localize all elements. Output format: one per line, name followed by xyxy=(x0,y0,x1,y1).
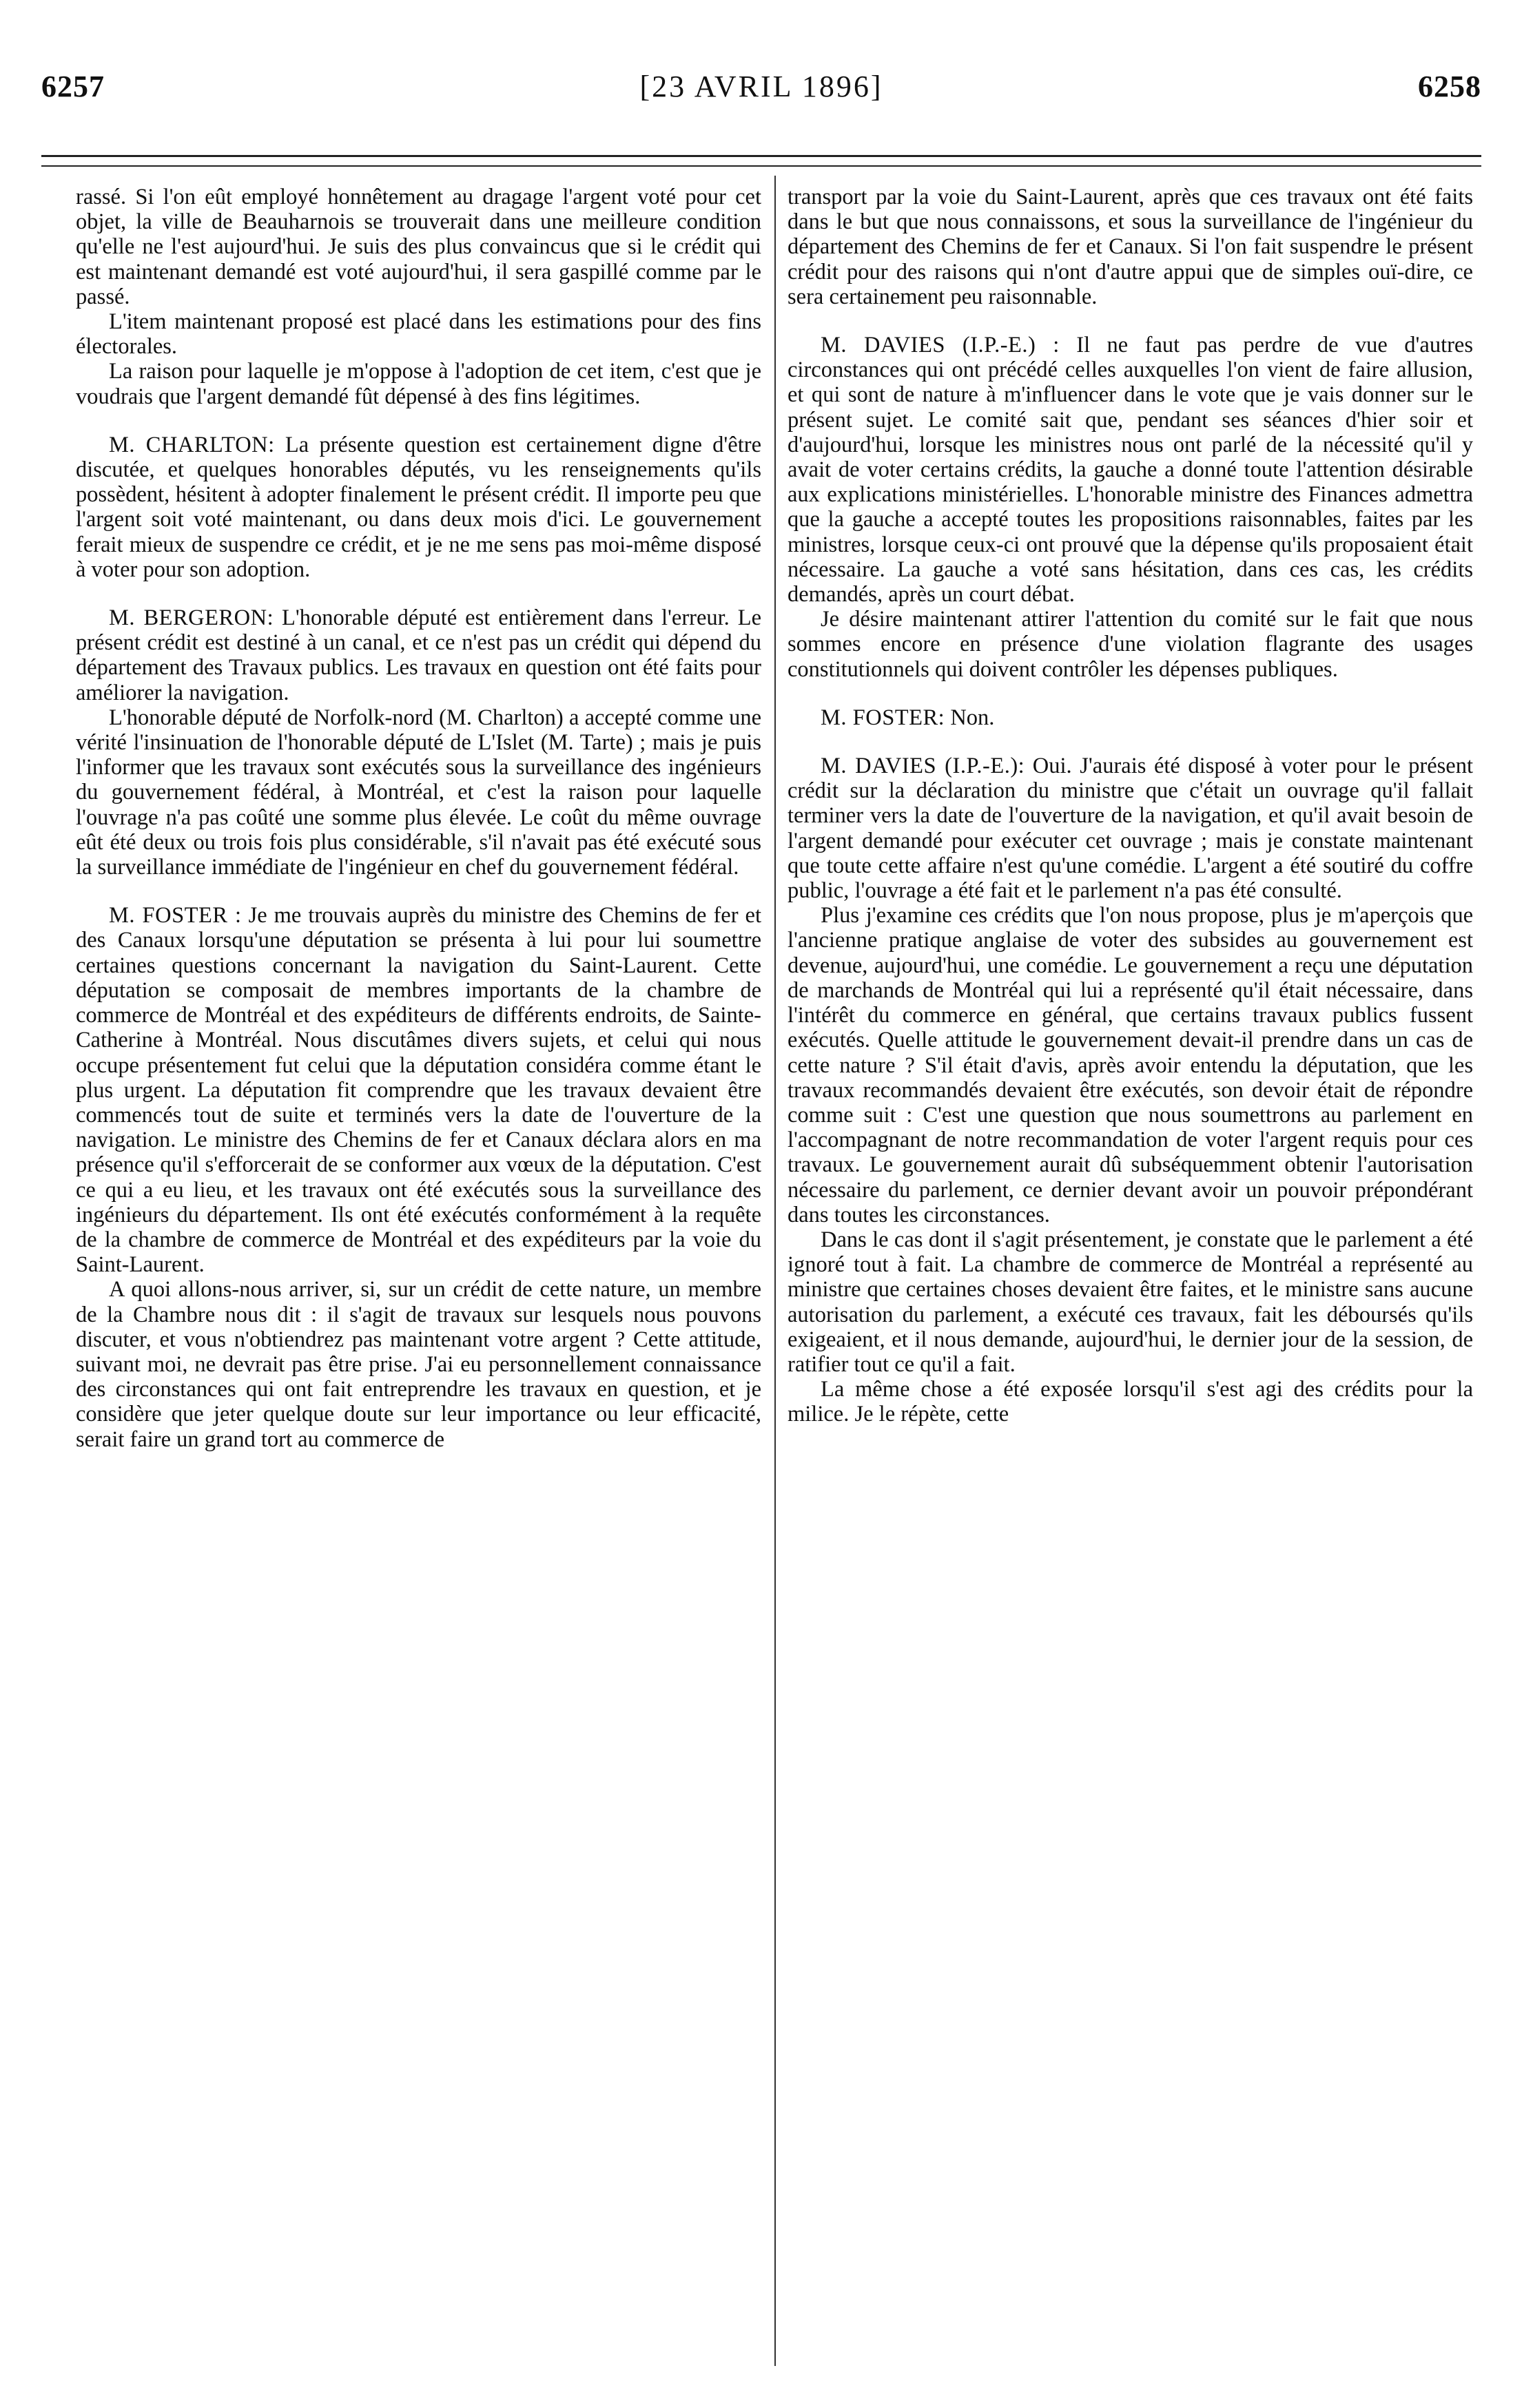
paragraph: transport par la voie du Saint-Laurent, après que ces travaux ont été faits dans le but que nous connaissons, et sous la surveillance de l'ingénieur du département des Chemins de fer et Canaux. Si l'on fait suspendre le présent crédit pour des raisons qui n'ont d'autre appui que de simples ouï-dire, ce sera certainement peu raisonnable. xyxy=(788,185,1473,309)
page-number-right: 6258 xyxy=(1418,70,1481,103)
speaker-name: M. FOSTER: xyxy=(821,705,945,730)
header-date: [23 AVRIL 1896] xyxy=(639,70,883,103)
speech-paragraph xyxy=(76,903,761,1277)
speaker-name: M. CHARLTON: xyxy=(109,432,275,457)
speech-paragraph xyxy=(76,605,761,705)
speech-text: Non. xyxy=(950,705,995,730)
paragraph: L'honorable député de Norfolk-nord (M. Charlton) a accepté comme une vérité l'insinuation de l'honorable député de L'Islet (M. Tarte) ; mais je puis l'informer que les travaux sont exécutés sous la surveillance des ingénieurs du gouvernement fédéral, à Montréal, et c'est la raison pour laquelle l'ouvrage n'a pas coûté une somme plus élevée. Le coût du même ouvrage eût été deux ou trois fois plus considérable, s'il n'avait pas été exécuté sous la surveillance immédiate de l'ingénieur en chef du gouvernement fédéral. xyxy=(76,705,761,880)
page-number-left: 6257 xyxy=(41,70,105,103)
paragraph: La même chose a été exposée lorsqu'il s'est agi des crédits pour la milice. Je le répète, cette xyxy=(788,1377,1473,1427)
speech-text: Il ne faut pas perdre de vue d'autres circonstances qui ont précédé celles auxquelles l'on vient de faire allusion, et qui sont de nature à m'influencer dans le vote que je vais donner sur le présent sujet. Le comité sait que, pendant ses séances d'hier soir et d'aujourd'hui, lorsque les ministres nous ont parlé de la nécessité qu'il y avait de voter certains crédits, la gauche a donné toute l'attention désirable aux explications ministérielles. L'honorable ministre des Finances admettra que la gauche a accepté toutes les propositions raisonnables, faites par les ministres, lorsque ceux-ci ont prouvé que la dépense qu'ils proposaient était nécessaire. La gauche a voté sans hésitation, dans ces cas, les crédits demandés, après un court débat. xyxy=(788,333,1473,608)
left-column xyxy=(76,185,761,1452)
paragraph: A quoi allons-nous arriver, si, sur un crédit de cette nature, un membre de la Chambre nous dit : il s'agit de travaux sur lesquels nous pouvons discuter, et vous n'obtiendrez pas maintenant votre argent ? Cette attitude, suivant moi, ne devrait pas être prise. J'ai eu personnellement connaissance des circonstances qui ont fait entreprendre les travaux en question, et je considère que jeter quelque doute sur leur importance ou leur efficacité, serait faire un grand tort au commerce de xyxy=(76,1277,761,1452)
speech-text: La présente question est certainement digne d'être discutée, et quelques honorables députés, vu les renseignements qu'ils possèdent, hésitent à adopter finalement le présent crédit. Il importe peu que l'argent soit voté maintenant, ou dans deux mois d'ici. Le gouvernement ferait mieux de suspendre ce crédit, et je ne me sens pas moi-même disposé à voter pour son adoption. xyxy=(76,432,761,582)
paragraph: Je désire maintenant attirer l'attention du comité sur le fait que nous sommes encore en présence d'une violation flagrante des usages constitutionnels qui doivent contrôler les dépenses publiques. xyxy=(788,607,1473,682)
speaker-name: M. DAVIES (I.P.-E.): xyxy=(821,754,1025,779)
speech-paragraph xyxy=(788,754,1473,903)
speech-text: Oui. J'aurais été disposé à voter pour le présent crédit sur la déclaration du ministre que c'était un ouvrage qu'il fallait terminer vers la date de l'ouverture de la navigation, et qu'il avait besoin de l'argent demandé pour exécuter cet ouvrage ; mais je constate maintenant que toute cette affaire n'est qu'une comédie. L'argent a été soutiré du coffre public, l'ouvrage a été fait et le parlement n'a pas été consulté. xyxy=(788,754,1473,904)
right-column xyxy=(788,185,1473,1427)
column-separator xyxy=(774,176,776,2366)
paragraph: La raison pour laquelle je m'oppose à l'adoption de cet item, c'est que je voudrais que l'argent demandé fût dépensé à des fins légitimes. xyxy=(76,359,761,409)
speech-paragraph xyxy=(788,705,1473,730)
speech-text: Je me trouvais auprès du ministre des Chemins de fer et des Canaux lorsqu'une députation se présenta à lui pour lui soumettre certaines questions concernant la navigation du Saint-Laurent. Cette députation se composait de membres importants de la chambre de commerce de Montréal et des expéditeurs de différents endroits, de Sainte-Catherine à Montréal. Nous discutâmes divers sujets, et celui qui nous occupe présentement fut celui que la députation considéra comme étant le plus urgent. La députation fit comprendre que les travaux devaient être commencés tout de suite et terminés vers la date de l'ouverture de la navigation. Le ministre des Chemins de fer et Canaux déclara alors en ma présence qu'il s'efforcerait de se conformer aux vœux de la députation. C'est ce qui a eu lieu, et les travaux ont été exécutés sous la surveillance des ingénieurs du département. Ils ont été exécutés conformément à la requête de la chambre de commerce de Montréal et des expéditeurs par la voie du Saint-Laurent. xyxy=(76,903,762,1278)
page-header xyxy=(41,69,1481,117)
speech-paragraph xyxy=(788,333,1473,607)
speaker-name: M. BERGERON: xyxy=(109,605,274,631)
paragraph: rassé. Si l'on eût employé honnêtement au dragage l'argent voté pour cet objet, la ville de Beauharnois se trouverait dans une meilleure condition qu'elle ne l'est aujourd'hui. Je suis des plus convaincus que si le crédit qui est maintenant demandé est voté aujourd'hui, il sera gaspillé comme par le passé. xyxy=(76,185,761,309)
speech-paragraph xyxy=(76,433,761,582)
paragraph: L'item maintenant proposé est placé dans les estimations pour des fins électorales. xyxy=(76,309,761,360)
header-rule-bottom xyxy=(41,165,1481,167)
speaker-name: M. FOSTER : xyxy=(109,903,242,928)
speaker-name: M. DAVIES (I.P.-E.) : xyxy=(821,333,1060,358)
speech-text: L'honorable député est entièrement dans l'erreur. Le présent crédit est destiné à un canal, et ce n'est pas un crédit qui dépend du département des Travaux publics. Les travaux en question ont été faits pour améliorer la navigation. xyxy=(76,605,761,705)
paragraph: Dans le cas dont il s'agit présentement, je constate que le parlement a été ignoré tout à fait. La chambre de commerce de Montréal a représenté au ministre que certaines choses devaient être faites, et le ministre sans aucune autorisation du parlement, a exécuté ces travaux, fait les déboursés qu'ils exigeaient, et il nous demande, aujourd'hui, le dernier jour de la session, de ratifier tout ce qu'il a fait. xyxy=(788,1227,1473,1377)
paragraph: Plus j'examine ces crédits que l'on nous propose, plus je m'aperçois que l'ancienne pratique anglaise de voter des subsides au gouvernement est devenue, aujourd'hui, une comédie. Le gouvernement a reçu une députation de marchands de Montréal qui lui a représenté qu'il était nécessaire, dans l'intérêt du commerce en général, que certains travaux publics fussent exécutés. Quelle attitude le gouvernement devait-il prendre dans un cas de cette nature ? S'il était d'avis, après avoir entendu la députation, que les travaux recommandés devaient être exécutés, son devoir était de répondre comme suit : C'est une question que nous soumettrons au parlement en l'accompagnant de notre recommandation de voter l'argent requis pour ces travaux. Le gouvernement aurait dû subséquemment obtenir l'autorisation nécessaire du parlement, ce dernier devant avoir un pouvoir prépondérant dans toutes les circonstances. xyxy=(788,903,1473,1227)
header-rule-top xyxy=(41,155,1481,157)
